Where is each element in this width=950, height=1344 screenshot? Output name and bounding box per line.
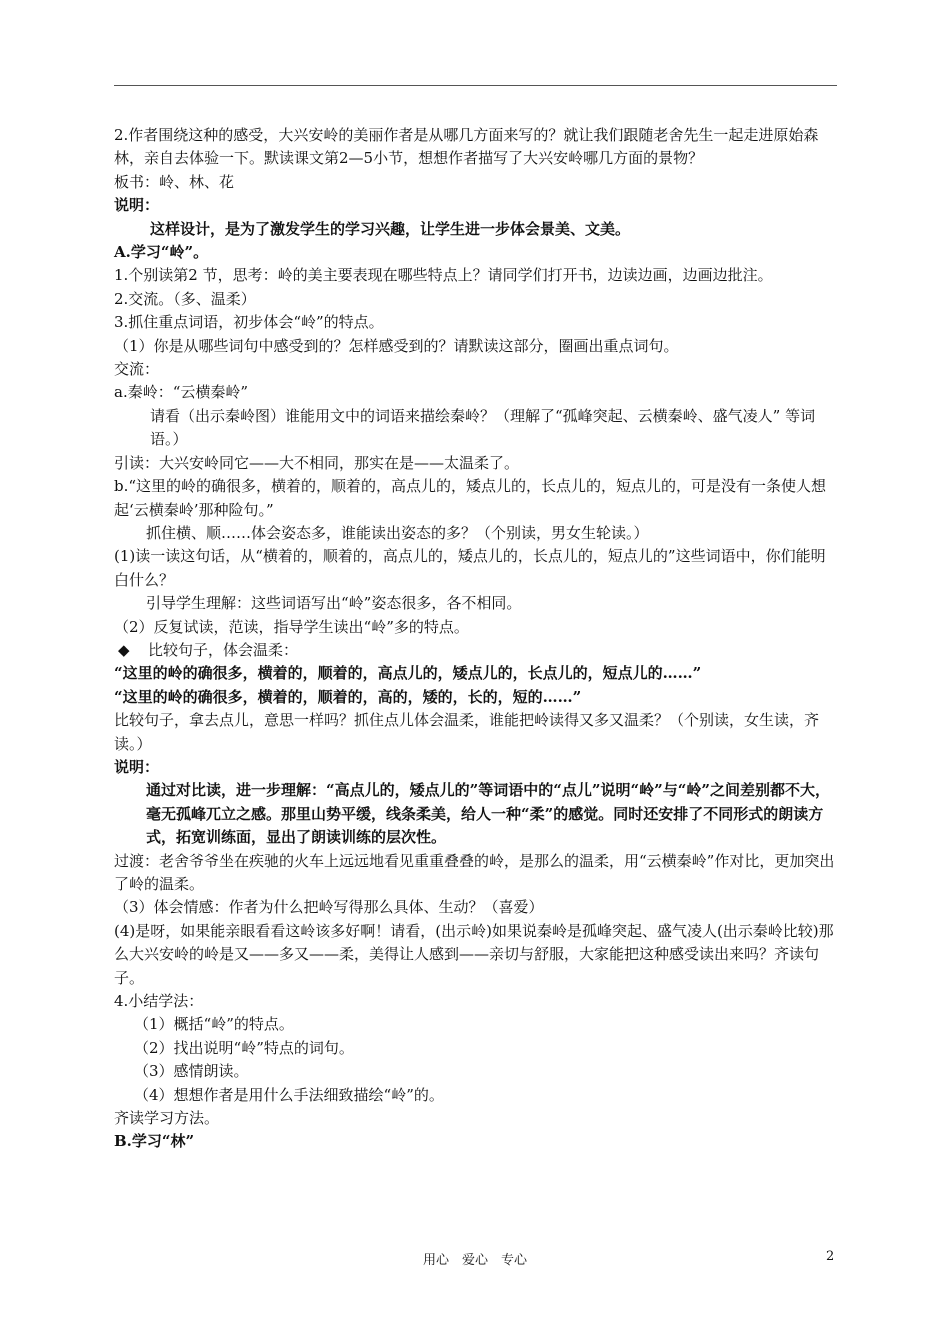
paragraph: A.学习“岭”。: [114, 243, 209, 262]
header-rule: [114, 85, 837, 86]
paragraph: （3）体会情感：作者为什么把岭写得那么具体、生动？（喜爱）: [114, 898, 544, 917]
paragraph: （4）想想作者是用什么手法细致描绘“岭”的。: [134, 1085, 444, 1104]
paragraph: (1)读一读这句话，从“横着的，顺着的，高点儿的，矮点儿的，长点儿的，短点儿的”这些词语中，你们能明白什么？: [114, 547, 826, 589]
paragraph: 板书：岭、林、花: [114, 172, 235, 191]
paragraph: 说明：: [114, 196, 160, 215]
paragraph: “这里的岭的确很多，横着的，顺着的，高点儿的，矮点儿的，长点儿的，短点儿的……”: [114, 664, 702, 683]
footer-motto: 用心 爱心 专心: [422, 1253, 527, 1268]
paragraph: （1）概括“岭”的特点。: [134, 1015, 294, 1034]
paragraph: 说明：: [114, 757, 160, 776]
paragraph: 引导学生理解：这些词语写出“岭”姿态很多，各不相同。: [146, 594, 522, 613]
paragraph: 2.交流。（多、温柔）: [114, 289, 256, 308]
paragraph: 4.小结学法：: [114, 992, 204, 1011]
page-footer: [0, 1249, 950, 1269]
paragraph: 3.抓住重点词语，初步体会“岭”的特点。: [114, 313, 384, 332]
paragraph: [114, 639, 840, 662]
page-number: 2: [826, 1249, 835, 1264]
paragraph: 齐读学习方法。: [114, 1109, 220, 1128]
paragraph: 交流：: [114, 360, 160, 379]
paragraph: (4)是呀，如果能亲眼看看这岭该多好啊！请看，(出示岭)如果说秦岭是孤峰突起、盛气凌人(出示秦岭比较)那么大兴安岭的岭是又——多又——柔，美得让人感到——亲切与舒服，大家能把这种感受读出来吗？齐读句子。: [114, 921, 834, 987]
paragraph: B.学习“林”: [114, 1132, 195, 1151]
paragraph: 引读：大兴安岭同它——大不相同，那实在是——太温柔了。: [114, 453, 520, 472]
paragraph: 抓住横、顺……体会姿态多，谁能读出姿态的多？（个别读，男女生轮读。）: [146, 523, 649, 542]
paragraph: 通过对比读，进一步理解：“高点儿的，矮点儿的”等词语中的“点儿”说明“岭”与“岭”之间差别都不大，毫无孤峰兀立之感。那里山势平缓，线条柔美，给人一种“柔”的感觉。同时还安排了不同形式的朗读方式，拓宽训练面，显出了朗读训练的层次性。: [146, 781, 831, 847]
paragraph: 2.作者围绕这种的感受，大兴安岭的美丽作者是从哪几方面来写的？就让我们跟随老舍先生一起走进原始森林，亲自去体验一下。默读课文第2—5小节，想想作者描写了大兴安岭哪几方面的景物？: [114, 126, 819, 168]
paragraph: 这样设计，是为了激发学生的学习兴趣，让学生进一步体会景美、文美。: [150, 219, 631, 238]
paragraph: （2）反复试读，范读，指导学生读出“岭”多的特点。: [114, 617, 469, 636]
paragraph: “这里的岭的确很多，横着的，顺着的，高的，矮的，长的，短的……”: [114, 687, 582, 706]
paragraph: （3）感情朗读。: [134, 1062, 249, 1081]
paragraph: 比较句子，拿去点儿，意思一样吗？抓住点儿体会温柔，谁能把岭读得又多又温柔？（个别读，女生读，齐读。）: [114, 711, 820, 753]
paragraph: （2）找出说明“岭”特点的词句。: [134, 1038, 354, 1057]
paragraph: （1）你是从哪些词句中感受到的？怎样感受到的？请默读这部分，圈画出重点词句。: [114, 336, 679, 355]
paragraph-text: 比较句子，体会温柔：: [148, 640, 299, 659]
document-body: [114, 124, 840, 1154]
paragraph: 请看（出示秦岭图）谁能用文中的词语来描绘秦岭？（理解了“孤峰突起、云横秦岭、盛气凌人” 等词语。）: [150, 406, 816, 449]
diamond-bullet-icon: ◆: [118, 640, 130, 659]
paragraph: 1.个别读第2 节，思考：岭的美主要表现在哪些特点上？请同学们打开书，边读边画，边画边批注。: [114, 266, 773, 285]
paragraph: b.“这里的岭的确很多，横着的，顺着的，高点儿的，矮点儿的，长点儿的，短点儿的，可是没有一条使人想起‘云横秦岭’那种险句。”: [114, 477, 827, 519]
paragraph: a.秦岭：“云横秦岭”: [114, 383, 249, 402]
paragraph: 过渡：老舍爷爷坐在疾驰的火车上远远地看见重重叠叠的岭，是那么的温柔，用“云横秦岭”作对比，更加突出了岭的温柔。: [114, 851, 835, 893]
